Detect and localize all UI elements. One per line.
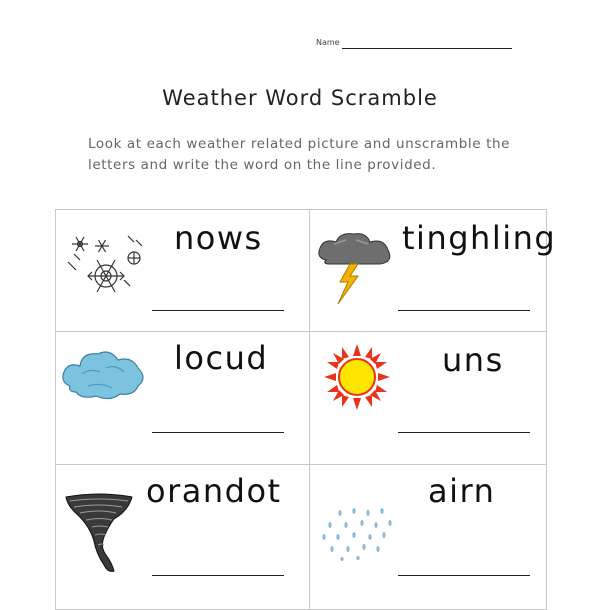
card-rain	[310, 465, 547, 610]
card-sun	[310, 332, 547, 465]
instructions-text: Look at each weather related picture and unscramble the letters and write the word on the line provided.	[88, 136, 511, 173]
word-grid	[55, 209, 557, 610]
answer-line[interactable]	[398, 575, 530, 576]
scrambled-word: orandot	[146, 472, 282, 510]
cloud-icon	[60, 346, 146, 406]
card-snow	[56, 210, 310, 332]
scrambled-word: locud	[174, 339, 269, 377]
snowflakes-icon	[66, 232, 148, 300]
answer-line[interactable]	[152, 575, 284, 576]
name-field-line[interactable]	[342, 48, 512, 49]
answer-line[interactable]	[152, 432, 284, 433]
scrambled-word: uns	[442, 341, 504, 379]
raindrops-icon	[318, 505, 398, 561]
card-lightning	[310, 210, 557, 332]
lightning-cloud-icon	[316, 230, 394, 310]
scrambled-word: nows	[174, 219, 263, 257]
tornado-icon	[64, 493, 134, 577]
answer-line[interactable]	[398, 310, 530, 311]
name-field-label: Name	[316, 38, 340, 47]
answer-line[interactable]	[152, 310, 284, 311]
worksheet-title: Weather Word Scramble	[162, 86, 438, 110]
answer-line[interactable]	[398, 432, 530, 433]
card-cloud	[56, 332, 310, 465]
card-tornado	[56, 465, 310, 610]
scrambled-word: tinghling	[402, 219, 557, 257]
scrambled-word: airn	[428, 472, 496, 510]
sun-icon	[322, 342, 392, 412]
